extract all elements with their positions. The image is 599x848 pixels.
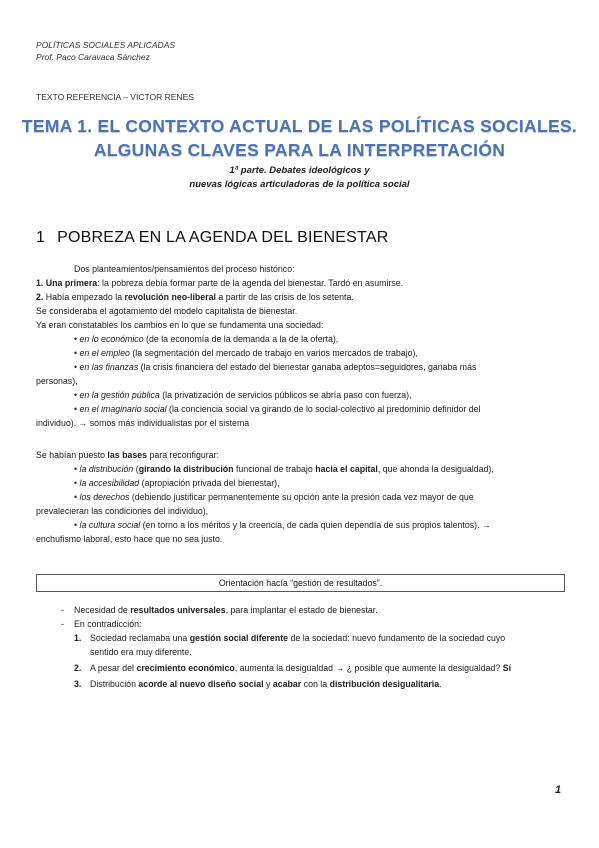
point-1-bold: Una primera xyxy=(45,278,98,288)
orientation-box: Orientación hacía “gestión de resultados”. xyxy=(36,574,565,592)
ol-rest: , aumenta la desigualdad → ¿ posible que aumente la desigualdad? xyxy=(234,663,503,673)
ol-pre: A pesar del xyxy=(90,663,137,673)
agotamiento-line: Se consideraba el agotamiento del modelo capitalista de bienestar. xyxy=(36,306,298,316)
dash-item-1 xyxy=(74,603,564,617)
dash-marker: - xyxy=(61,605,64,615)
bases-pre: Se habían puesto xyxy=(36,450,108,460)
reference-text: TEXTO REFERENCIA – VICTOR RENES xyxy=(36,92,194,102)
bullet-text: (la segmentación del mercado de trabajo en varios mercados de trabajo), xyxy=(129,348,418,358)
bullet-text: funcional de trabajo xyxy=(233,464,316,474)
bullet-em: los derechos xyxy=(79,492,130,502)
bullet-imaginario: • en el imaginario social (la conciencia social va girando de lo social-colectivo al predominio definidor del xyxy=(74,404,481,414)
ol-num-1: 1. xyxy=(74,633,82,643)
ol-rest: de la sociedad: nuevo fundamento de la sociedad cuyo xyxy=(288,633,506,643)
bullet-text: ( xyxy=(133,464,139,474)
ol-bold-2: acabar xyxy=(272,679,302,689)
ol-item-1 xyxy=(90,631,570,645)
bullet-bold: hacia el capital xyxy=(315,464,378,474)
section-title: POBREZA EN LA AGENDA DEL BIENESTAR xyxy=(57,229,389,246)
bullet-text: , que ahonda la desigualdad), xyxy=(377,464,494,474)
bullet-distribucion: • la distribución (girando la distribución funcional de trabajo hacia el capital, que ahonda la desigualdad), xyxy=(74,464,494,474)
point-1-num: 1. xyxy=(36,278,44,288)
bases-line xyxy=(36,448,219,462)
point-2-num: 2. xyxy=(36,292,44,302)
bullet-em: la cultura social xyxy=(79,520,141,530)
bullet-cultura: • la cultura social (en torno a los méritos y la creencia, de cada quien dependía de sus propios talentos). → xyxy=(74,520,491,530)
ol-num-3: 3. xyxy=(74,679,82,689)
title-line-1: TEMA 1. EL CONTEXTO ACTUAL DE LAS POLÍTICAS SOCIALES. xyxy=(21,116,578,136)
bullet-em: la accesibilidad xyxy=(79,478,140,488)
bullet-em: en lo económico xyxy=(79,334,144,344)
bullet-text: (la privatización de servicios públicos se abría paso con fuerza), xyxy=(159,390,412,400)
bullet-text: (en torno a los méritos y la creencia, de cada quien dependía de sus propios talentos). → xyxy=(140,520,491,530)
ol-item-2 xyxy=(90,661,570,675)
dash-rest: , para implantar el estado de bienestar. xyxy=(225,605,378,615)
ol-pre: Distribución xyxy=(90,679,139,689)
bullet-imaginario-cont: individuo). → somos más individualistas por el sistema xyxy=(36,418,250,428)
ol-mid-2: con la xyxy=(301,679,330,689)
page-number: 1 xyxy=(555,784,562,796)
intro-text: Dos planteamientos/pensamientos del proceso histórico: xyxy=(74,264,295,274)
bullet-empleo: • en el empleo (la segmentación del mercado de trabajo en varios mercados de trabajo), xyxy=(74,348,418,358)
bullet-economico: • en lo económico (de la economía de la demanda a la de la oferta), xyxy=(74,334,339,344)
title-line-2: ALGUNAS CLAVES PARA LA INTERPRETACIÓN xyxy=(93,140,506,160)
bullet-em: en las finanzas xyxy=(79,362,139,372)
bullet-derechos-cont: prevalecieran las condiciones del individuo), xyxy=(36,506,209,516)
ol-pre: Sociedad reclamaba una xyxy=(90,633,190,643)
ol-bold-3: distribución desigualitaria xyxy=(329,679,440,689)
point-2-bold: revolución neo-liberal xyxy=(124,292,216,302)
point-1-text: : la pobreza debía formar parte de la agenda del bienestar. Tardó en asumirse. xyxy=(97,278,404,288)
ol-bold: gestión social diferente xyxy=(189,633,289,643)
bullet-bold: girando la distribución xyxy=(138,464,234,474)
bullet-finanzas-cont: personas), xyxy=(36,376,78,386)
subtitle-line-2: nuevas lógicas articuladoras de la política social xyxy=(189,179,410,190)
dash-pre: Necesidad de xyxy=(74,605,131,615)
ol-mid: y xyxy=(263,679,273,689)
ol-bold: acorde al nuevo diseño social xyxy=(138,679,264,689)
bullet-em: la distribución xyxy=(79,464,134,474)
bullet-finanzas: • en las finanzas (la crisis financiera del estado del bienestar ganaba adeptos=seguidores, ganaba más xyxy=(74,362,477,372)
bullet-derechos: • los derechos (debiendo justificar permanentemente su opción ante la presión cada vez mayor de que xyxy=(74,492,474,502)
bullet-cultura-cont: enchufismo laboral, esto hace que no sea justo. xyxy=(36,534,223,544)
ol-item-1-cont: sentido era muy diferente. xyxy=(90,647,192,657)
course-name: POLÍTICAS SOCIALES APLICADAS xyxy=(36,40,176,50)
point-2-text: a partir de las crisis de los setenta. xyxy=(215,292,354,302)
bullet-accesibilidad: • la accesibilidad (apropiación privada del bienestar), xyxy=(74,478,280,488)
ol-rest: . xyxy=(439,679,442,689)
bullet-em: en el empleo xyxy=(79,348,130,358)
bullet-text: (la crisis financiera del estado del bienestar ganaba adeptos=seguidores, ganaba más xyxy=(138,362,477,372)
point-1 xyxy=(36,276,403,290)
section-heading xyxy=(36,229,388,247)
section-number: 1 xyxy=(36,229,46,246)
bullet-text: (de la economía de la demanda a la de la oferta), xyxy=(143,334,339,344)
dash-marker: - xyxy=(61,619,64,629)
bullet-em: en el imaginario social xyxy=(79,404,167,414)
bases-bold: las bases xyxy=(107,450,148,460)
bullet-gestion: • en la gestión pública (la privatización de servicios públicos se abría paso con fuerza), xyxy=(74,390,412,400)
cambios-line: Ya eran constatables los cambios en lo que se fundamenta una sociedad: xyxy=(36,320,324,330)
point-2-pre: Había empezado la xyxy=(45,292,125,302)
ol-item-3 xyxy=(90,677,570,691)
point-2 xyxy=(36,290,354,304)
ol-num-2: 2. xyxy=(74,663,82,673)
dash-item-2: En contradicción: xyxy=(74,619,142,629)
subtitle-line-1: 1ª parte. Debates ideológicos y xyxy=(229,165,370,176)
bullet-em: en la gestión pública xyxy=(79,390,160,400)
bullet-text: (la conciencia social va girando de lo social-colectivo al predominio definidor del xyxy=(166,404,481,414)
bases-rest: para reconfigurar: xyxy=(147,450,219,460)
ol-bold: crecimiento económico xyxy=(136,663,235,673)
bullet-text: (debiendo justificar permanentemente su opción ante la presión cada vez mayor de que xyxy=(129,492,474,502)
professor-name: Prof. Paco Caravaca Sánchez xyxy=(36,52,150,62)
bullet-text: (apropiación privada del bienestar), xyxy=(139,478,280,488)
ol-bold-2: Sí xyxy=(502,663,512,673)
dash-bold: resultados universales xyxy=(130,605,226,615)
